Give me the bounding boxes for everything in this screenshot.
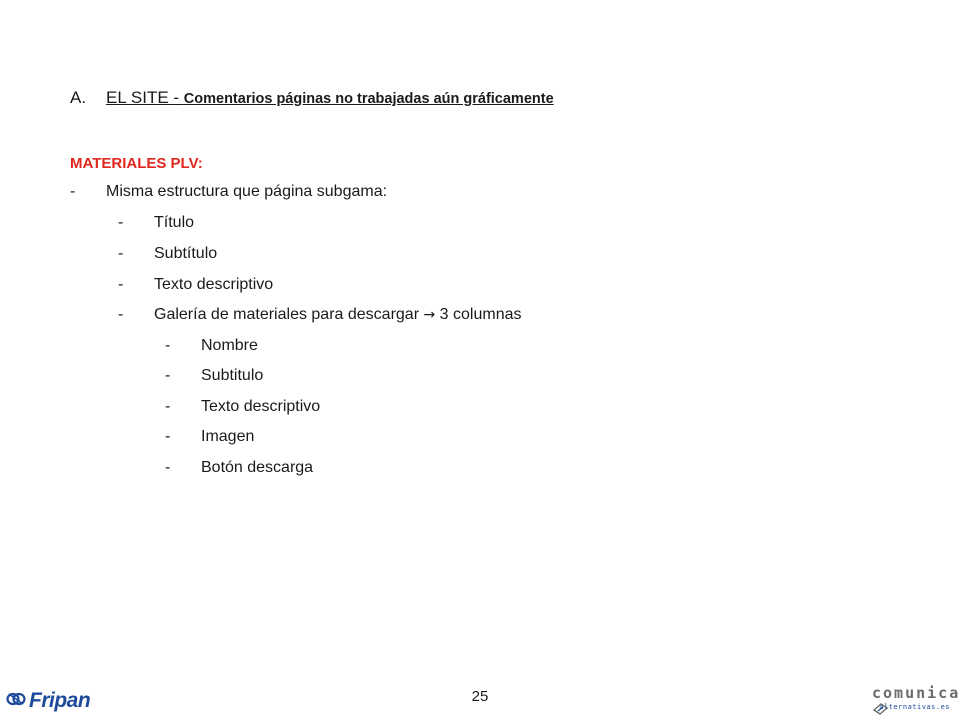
section-title: MATERIALES PLV: [70,155,203,172]
list-item-text: Nombre [201,337,258,354]
list-item [118,245,217,267]
list-item-text: Texto descriptivo [201,398,321,415]
list-item-text: Galería de materiales para descargar [154,306,420,323]
comunica-wordmark: comunica [872,684,960,702]
heading-title-main: EL SITE - [106,88,184,107]
list-item [165,367,263,389]
list-item [118,214,194,236]
right-arrow-icon: → [423,307,436,323]
page-heading [70,88,554,108]
bullet-dash: - [165,367,171,384]
bullet-dash: - [118,306,124,323]
bullet-dash: - [165,337,171,354]
list-item-text: Subtitulo [201,367,264,384]
heading-title-sub: Comentarios páginas no trabajadas aún gráficamente [183,91,554,107]
list-item [165,337,258,359]
bullet-dash: - [118,276,124,293]
list-item-text: Misma estructura que página subgama: [106,183,388,200]
list-item [118,306,522,328]
comunica-tagline: alternativas.es [879,703,950,711]
bullet-dash: - [165,428,171,445]
bullet-dash: - [118,245,124,262]
list-item-text: Texto descriptivo [154,276,274,293]
fripan-wordmark: Fripan [29,689,91,712]
list-item [165,459,313,481]
list-item [165,398,320,420]
list-item-text: 3 columnas [439,306,522,323]
list-item-text: Botón descarga [201,459,314,476]
bullet-dash: - [118,214,124,231]
bullet-dash: - [70,183,76,200]
list-item-text: Imagen [201,428,255,445]
page-number: 25 [471,688,489,705]
list-item [70,183,387,205]
bullet-dash: - [165,459,171,476]
comunica-logo [862,684,960,718]
fripan-logo [6,689,90,713]
list-item-text: Subtítulo [154,245,218,262]
bullet-dash: - [165,398,171,415]
fripan-knot-icon [6,691,26,712]
list-item [118,276,273,298]
heading-letter: A. [70,88,87,107]
list-item-text: Título [154,214,195,231]
list-item [165,428,254,450]
